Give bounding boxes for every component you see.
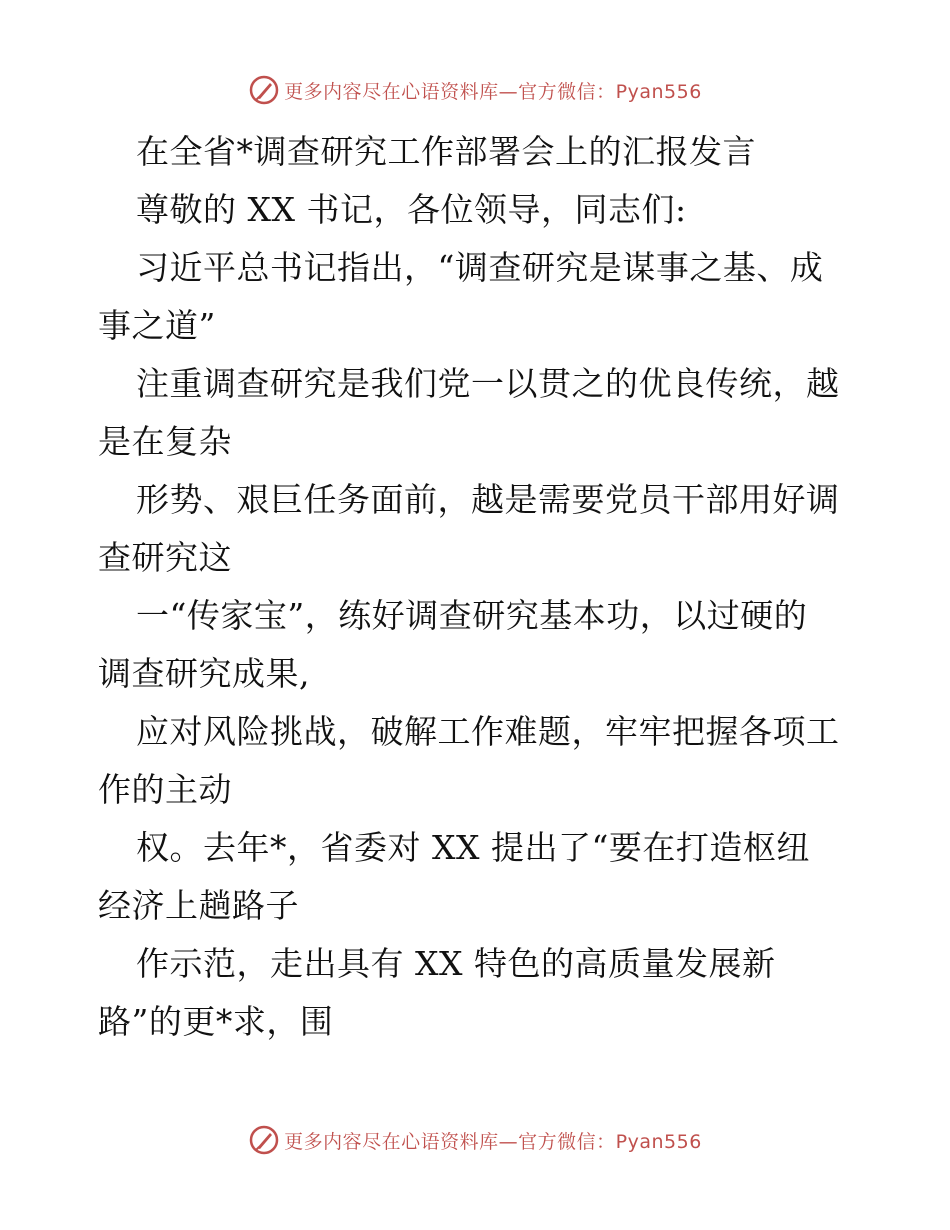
text-line: 是在复杂 <box>98 422 232 461</box>
text-line: 事之道” <box>98 306 216 345</box>
watermark-text: 更多内容尽在心语资料库—官方微信：Pyan556 <box>284 80 702 103</box>
text-line: 作的主动 <box>98 770 232 809</box>
text-line: 形势、艰巨任务面前，越是需要党员干部用好调 <box>136 480 840 519</box>
text-line: 作示范，走出具有 XX 特色的高质量发展新 <box>136 944 776 983</box>
document-body <box>98 123 858 1051</box>
text-line: 一“传家宝”，练好调查研究基本功，以过硬的 <box>136 596 808 635</box>
text-line: 查研究这 <box>98 538 232 577</box>
quill-logo-icon <box>248 1124 280 1156</box>
text-line: 经济上趟路子 <box>98 886 299 925</box>
text-line: 权。去年*，省委对 XX 提出了“要在打造枢纽 <box>136 828 810 867</box>
text-line: 路”的更*求，围 <box>98 1002 334 1041</box>
text-line: 应对风险挑战，破解工作难题，牢牢把握各项工 <box>136 712 840 751</box>
watermark-banner-top <box>0 70 950 110</box>
watermark-text: 更多内容尽在心语资料库—官方微信：Pyan556 <box>284 1130 702 1153</box>
text-line: 注重调查研究是我们党一以贯之的优良传统，越 <box>136 364 840 403</box>
quill-logo-icon <box>248 74 280 106</box>
doc-title: 在全省*调查研究工作部署会上的汇报发言 <box>136 132 756 171</box>
text-line: 调查研究成果, <box>98 654 310 693</box>
text-line: 习近平总书记指出，“调查研究是谋事之基、成 <box>136 248 824 287</box>
salutation: 尊敬的 XX 书记，各位领导，同志们: <box>136 190 687 229</box>
watermark-banner-bottom <box>0 1120 950 1160</box>
